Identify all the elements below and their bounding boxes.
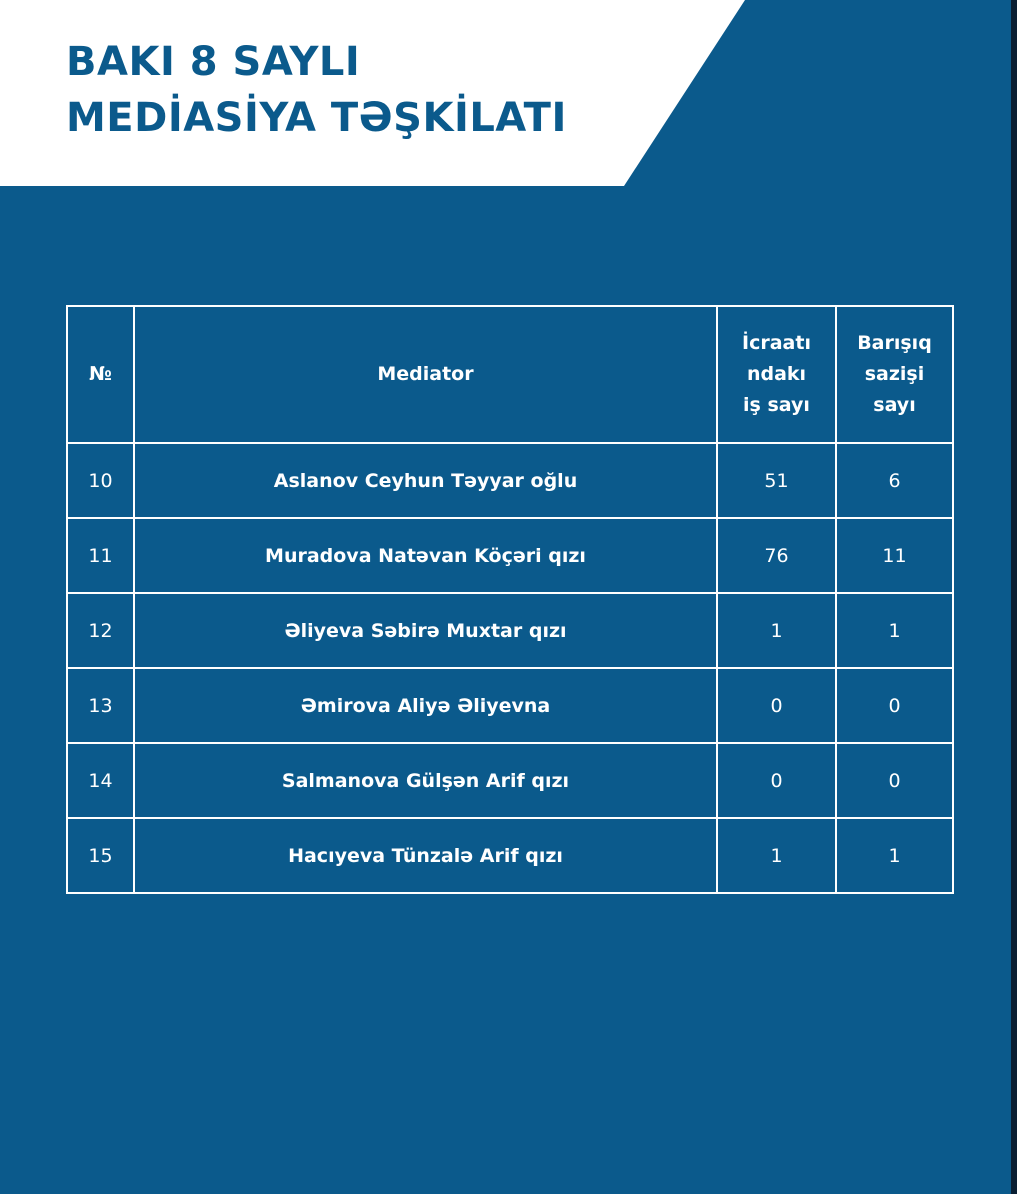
header-number: № — [67, 306, 134, 443]
mediator-name: Əmirova Aliyə Əliyevna — [134, 668, 717, 743]
header-cases-line: ndakı — [746, 363, 807, 385]
header-cases-line: İcraatı — [742, 332, 811, 354]
mediator-name: Əliyeva Səbirə Muxtar qızı — [134, 593, 717, 668]
header-agreements — [836, 306, 953, 443]
cases-count: 1 — [717, 593, 836, 668]
agreements-count: 1 — [836, 818, 953, 893]
table-row — [67, 668, 953, 743]
page-edge — [1011, 0, 1017, 1194]
title-line-1: BAKI 8 SAYLI — [66, 39, 361, 85]
title-line-2: MEDİASİYA TƏŞKİLATI — [66, 95, 567, 141]
mediator-name: Salmanova Gülşən Arif qızı — [134, 743, 717, 818]
header-cases — [717, 306, 836, 443]
table-header-row — [67, 306, 953, 443]
agreements-count: 6 — [836, 443, 953, 518]
header-agreements-line: sazişi — [864, 363, 925, 385]
header-agreements-line: Barışıq — [857, 332, 932, 354]
agreements-count: 1 — [836, 593, 953, 668]
agreements-count: 11 — [836, 518, 953, 593]
row-number: 15 — [67, 818, 134, 893]
agreements-count: 0 — [836, 743, 953, 818]
row-number: 13 — [67, 668, 134, 743]
cases-count: 0 — [717, 743, 836, 818]
table-row — [67, 593, 953, 668]
mediator-name: Hacıyeva Tünzalə Arif qızı — [134, 818, 717, 893]
mediator-table — [66, 305, 954, 894]
row-number: 11 — [67, 518, 134, 593]
cases-count: 1 — [717, 818, 836, 893]
row-number: 10 — [67, 443, 134, 518]
table-row — [67, 743, 953, 818]
cases-count: 76 — [717, 518, 836, 593]
header-agreements-line: sayı — [873, 394, 916, 416]
header-mediator: Mediator — [134, 306, 717, 443]
row-number: 14 — [67, 743, 134, 818]
row-number: 12 — [67, 593, 134, 668]
table-row — [67, 818, 953, 893]
cases-count: 51 — [717, 443, 836, 518]
page-title — [66, 34, 567, 146]
cases-count: 0 — [717, 668, 836, 743]
header-cases-line: iş sayı — [743, 394, 810, 416]
table-row — [67, 443, 953, 518]
table-row — [67, 518, 953, 593]
agreements-count: 0 — [836, 668, 953, 743]
mediator-name: Muradova Natəvan Köçəri qızı — [134, 518, 717, 593]
mediator-name: Aslanov Ceyhun Təyyar oğlu — [134, 443, 717, 518]
